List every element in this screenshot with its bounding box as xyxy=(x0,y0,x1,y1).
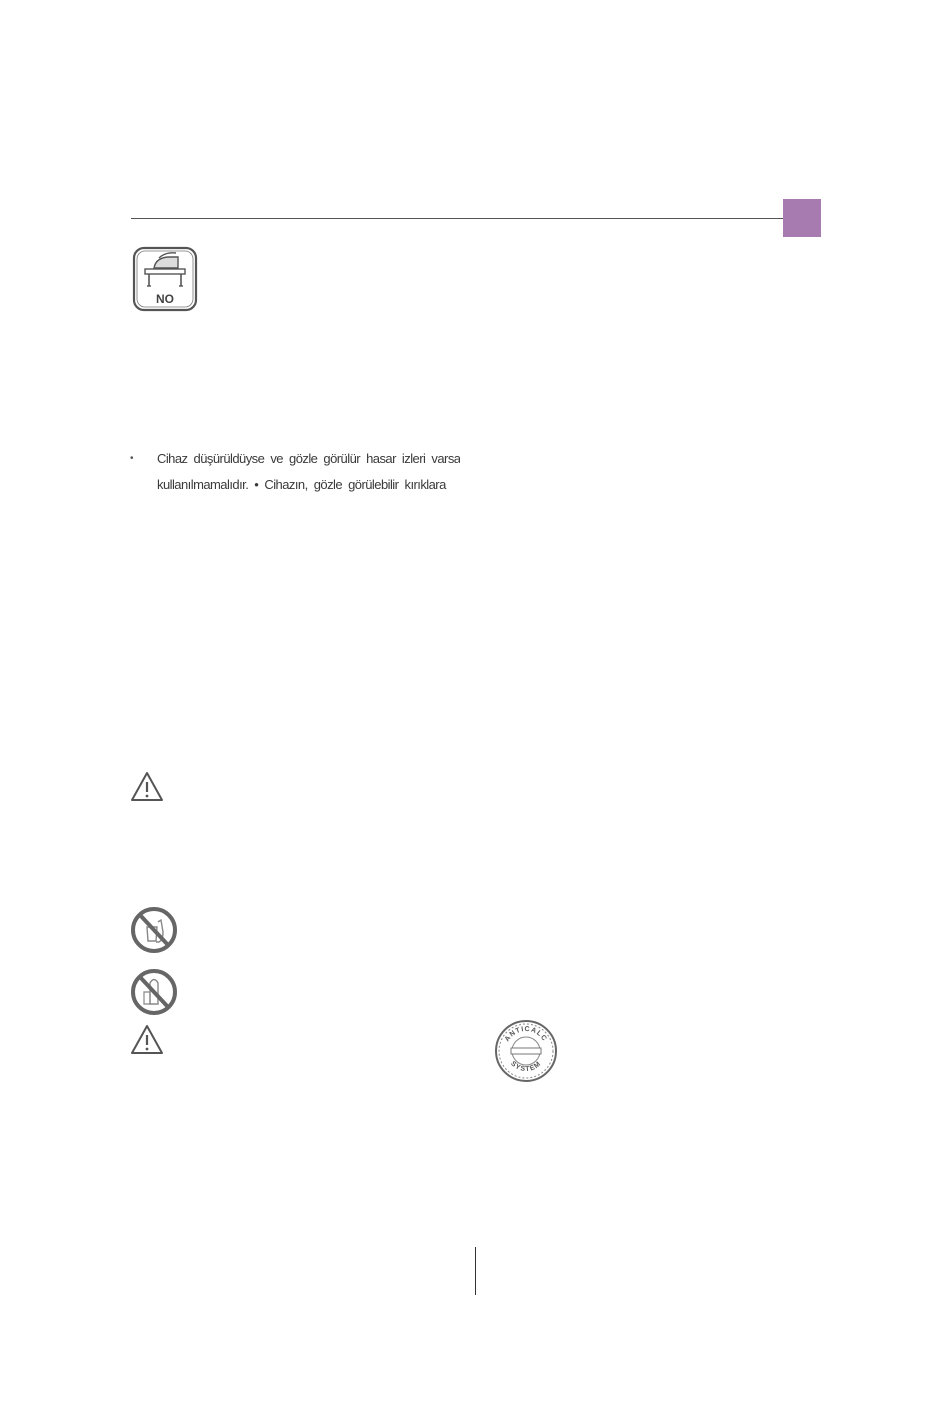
anticalc-system-icon xyxy=(494,1019,558,1083)
no-label: NO xyxy=(156,292,174,306)
header-rule xyxy=(131,218,786,219)
section-tab xyxy=(783,199,821,237)
left-item-4-line-1: Cihaz düşürüldüyse ve gözle görülür hasar izleri varsa xyxy=(157,451,460,466)
svg-text:ANTICALC xyxy=(504,1026,548,1043)
anticalc-bottom-text: SYSTEM xyxy=(509,1060,543,1074)
left-item-4 xyxy=(130,446,460,498)
warning-icon xyxy=(130,770,164,804)
bullet: • xyxy=(130,453,134,464)
no-bottle-icon xyxy=(130,968,178,1016)
no-ironing-board-icon xyxy=(132,246,198,312)
svg-text:SYSTEM xyxy=(509,1060,543,1073)
no-drinking-icon xyxy=(130,906,178,954)
footer-divider xyxy=(475,1247,476,1295)
warning-icon xyxy=(130,1023,164,1057)
anticalc-top-text: ANTICALC xyxy=(503,1025,549,1044)
left-item-4-line-2: kullanılmamalıdır. • Cihazın, gözle görülebilir kırıklara xyxy=(157,477,446,492)
